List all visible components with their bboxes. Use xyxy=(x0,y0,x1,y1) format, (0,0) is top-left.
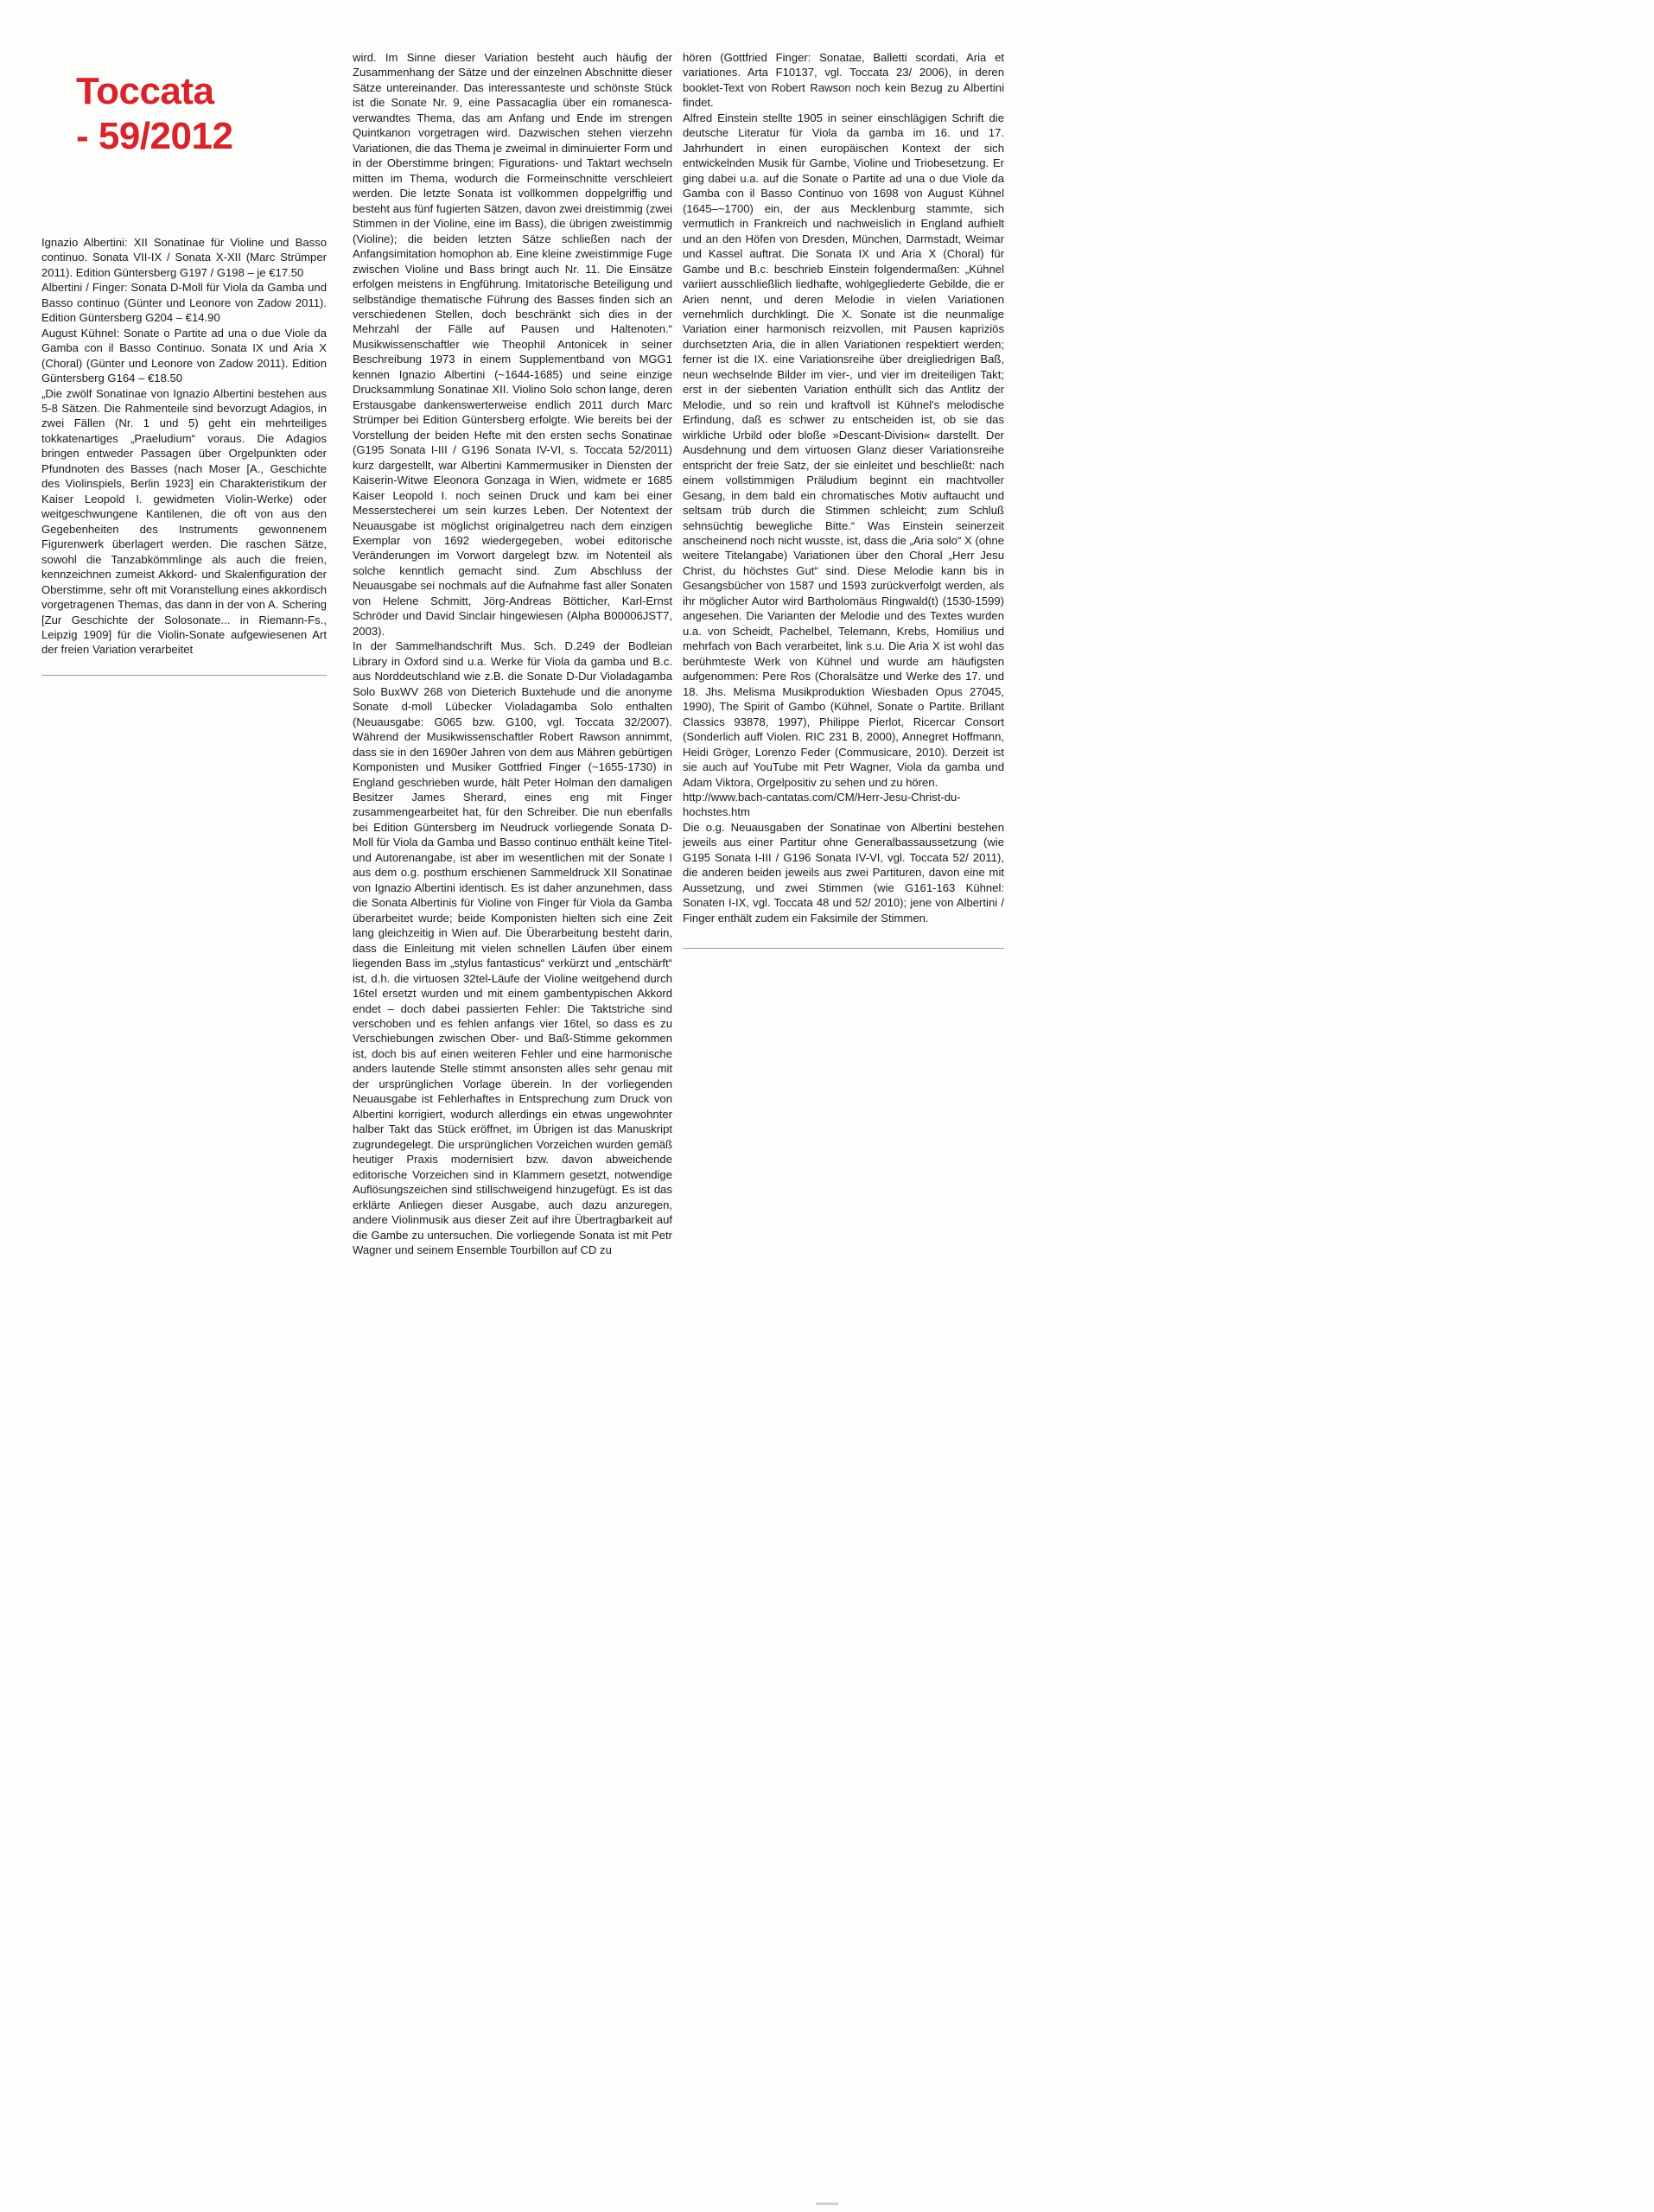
middle-paragraph-1: wird. Im Sinne dieser Variation besteht auch häufig der Zusammenhang der Sätze und der einzelnen Abschnitte dieser Sätze untereinander. Das interessanteste und schönste Stück ist die Sonate Nr. 9, eine Passacaglia über ein romanesca-verwandtes Thema, das am Anfang und Ende im strengen Quintkanon vorgetragen wird. Dazwischen stehen vierzehn Variationen, die das Thema je zweimal in diminuierter Form und in der Oberstimme bringen; Figurations- und Taktart wechseln mitten im Thema, wodurch die Formeinschnitte verschleiert werden. Die letzte Sonata ist vollkommen doppelgriffig und besteht aus fünf fugierten Sätzen, davon zwei dreistimmig (zwei Stimmen in der Violine, eine im Bass), die übrigen zweistimmig (Violine); die beiden letzten Sätze schließen nach der Anfangsimitation homophon ab. Eine kleine zweistimmige Fuge zwischen Violine und Bass bringt auch Nr. 11. Die Einsätze erfolgen meistens in Engführung. Imitatorische Beteiligung und selbständige thematische Führung des Basses finden sich an verschiedenen Stellen, doch beschränkt sich dies in der Mehrzahl der Fälle auf Pausen und Haltenoten.“ Musikwissenschaftler wie Theophil Antonicek in seiner Beschreibung 1973 in einem Supplementband von MGG1 kennen Ignazio Albertini (~1644-1685) und seine einzige Drucksammlung Sonatinae XII. Violino Solo schon lange, deren Erstausgabe dankenswerterweise endlich 2011 durch Marc Strümper bei Edition Güntersberg erfolgte. Wie bereits bei der Vorstellung der beiden Hefte mit den ersten sechs Sonatinae (G195 Sonata I-III / G196 Sonata IV-VI, s. Toccata 52/2011) kurz dargestellt, war Albertini Kammermusiker in Diensten der Kaiserin-Witwe Eleonora Gonzaga in Wien, widmete er 1685 Kaiser Leopold I. noch seinen Druck und kam bei einer Messerstecherei um sein kurzes Leben. Der Notentext der Neuausgabe ist möglichst originalgetreu nach dem einzigen Exemplar von 1692 wiedergegeben, wobei editorische Veränderungen im Vorwort dargelegt bzw. im Notenteil als solche kenntlich gemacht sind. Zum Abschluss der Neuausgabe sei nochmals auf die Aufnahme fast aller Sonaten von Helene Schmitt, Jörg-Andreas Bötticher, Karl-Ernst Schröder und David Sinclair hingewiesen (Alpha B00006JST7, 2003). xyxy=(353,51,672,638)
listing-item-3: August Kühnel: Sonate o Partite ad una o due Viole da Gamba con il Basso Continuo. Sonata IX und Aria X (Choral) (Günter und Leonore von Zadow 2011). Edition Güntersberg G164 – €18.50 xyxy=(41,326,327,385)
edition-listing xyxy=(41,235,327,386)
middle-column xyxy=(353,50,672,1258)
middle-body-text xyxy=(353,50,672,1258)
right-column xyxy=(683,50,1004,949)
middle-paragraph-2: In der Sammelhandschrift Mus. Sch. D.249 der Bodleian Library in Oxford sind u.a. Werke für Viola da gamba und B.c. aus Norddeutschland wie z.B. die Sonate D-Dur Violadagamba Solo BuxWV 268 von Dieterich Buxtehude und die anonyme Sonate d-moll Lübecker Violadagamba Solo enthalten (Neuausgabe: G065 bzw. G100, vgl. Toccata 32/2007). Während der Musikwissenschaftler Robert Rawson annimmt, dass sie in den 1690er Jahren von dem aus Mähren gebürtigen Komponisten und Musiker Gottfried Finger (~1655-1730) in England geschrieben wurde, hält Peter Holman den damaligen Besitzer James Sherard, eines eng mit Finger zusammengearbeitet hat, für den Schreiber. Die nun ebenfalls bei Edition Güntersberg im Neudruck vorliegende Sonata D-Moll für Viola da Gamba und Basso continuo enthält keine Titel- und Autorenangabe, ist aber im wesentlichen mit der Sonate I aus dem o.g. posthum erschienen Sammeldruck XII Sonatinae von Ignazio Albertini identisch. Es ist daher anzunehmen, dass die Sonata Albertinis für Violine von Finger für Viola da Gamba überarbeitet wurde; beide Komponisten hielten sich eine Zeit lang gleichzeitig in Wien auf. Die Überarbeitung besteht darin, dass die Einleitung mit vielen schnellen Läufen über einem liegenden Bass im „stylus fantasticus“ verkürzt und „entschärft“ ist, d.h. die virtuosen 32tel-Läufe der Violine weitgehend durch 16tel ersetzt wurden und mit einem gambentypischen Akkord endet – doch dabei passierten Fehler: Die Taktstriche sind verschoben und es fehlen anfangs vier 16tel, so dass es zu Verschiebungen zwischen Ober- und Baß-Stimme gekommen ist, doch bis auf einen weiteren Fehler und eine harmonische anders lautende Stelle stimmt ansonsten alles sehr genau mit der ursprünglichen Vorlage überein. In der vorliegenden Neuausgabe ist Fehlerhaftes in Entsprechung zum Druck von Albertini korrigiert, wodurch allerdings ein etwas ungewohnter halber Takt das Stück eröffnet, im Übrigen ist das Manuskript zugrundegelegt. Die ursprünglichen Vorzeichen wurden gemäß heutiger Praxis modernisiert bzw. davon abweichende editorische Vorzeichen sind in Klammern gesetzt, notwendige Auflösungszeichen sind stillschweigend hinzugefügt. Es ist das erklärte Anliegen dieser Ausgabe, auch dazu anzuregen, andere Violinmusik aus dieser Zeit auf ihre Übertragbarkeit auf die Gambe zu untersuchen. Die vorliegende Sonata ist mit Petr Wagner und seinem Ensemble Tourbillon auf CD zu xyxy=(353,639,672,1257)
left-column-divider xyxy=(41,675,327,676)
right-body-text xyxy=(683,50,1004,925)
right-column-divider xyxy=(683,948,1004,949)
right-paragraph-2: Alfred Einstein stellte 1905 in seiner einschlägigen Schrift die deutsche Literatur für Viola da gamba im 16. und 17. Jahrhundert in einen europäischen Kontext der sich entwickelnden Musik für Gambe, Violine und Triobesetzung. Er ging dabei u.a. auf die Sonate o Partite ad una o due Viole da Gamba con il Basso Continuo von 1698 von August Kühnel (1645–~1700) ein, der aus Mecklenburg stammte, sich vermutlich in Frankreich und nachweislich in England aufhielt und an den Höfen von Dresden, München, Darmstadt, Weimar und Kassel auftrat. Die Sonata IX und Aria X (Choral) für Gambe und B.c. beschrieb Einstein folgendermaßen: „Kühnel variiert ausschließlich liedhafte, wohlgegliederte Gebilde, die er Arien nennt, und deren Melodie in vielen Variationen vernehmlich durchklingt. Die X. Sonate ist die neunmalige Variation einer harmonisch reizvollen, mit Pausen kapriziös durchsetzten Aria, die in allen Variationen respektiert werden; ferner ist die IX. eine Variationsreihe über dreigliedrigen Baß, neun wechselnde Bilder im vier-, und vier im dreiteiligen Takt; erst in der siebenten Variation enthüllt sich das Antlitz der Melodie, und so rein und kraftvoll ist Kühnel's melodische Erfindung, daß es schwer zu entscheiden ist, ob sie das wirkliche Urbild oder bloße »Descant-Division« darstellt. Der Ausdehnung und dem virtuosen Glanz dieser Variationsreihe entspricht der freie Satz, der sie einleitet und beschließt: nach einem vollstimmigen Präludium beginnt ein machtvoller Gesang, in dem bald ein chromatisches Motiv auftaucht und seltsam trüb durch die Stimmen schleicht; zum Schluß sehnsüchtig bewegliche Bitte.“ Was Einstein seinerzeit anscheinend noch nicht wusste, ist, dass die „Aria solo“ X (ohne weitere Titelangabe) Variationen über den Choral „Herr Jesu Christ, du höchstes Gut“ sind. Diese Melodie kann bis in Gesangsbücher von 1587 und 1593 zurückverfolgt werden, als ihr möglicher Autor wird Bartholomäus Ringwald(t) (1530-1599) angesehen. Die Varianten der Melodie und des Textes wurden u.a. von Scheidt, Pachelbel, Telemann, Krebs, Homilius und mehrfach von Bach verarbeitet, link s.u. Die Aria X ist wohl das berühmteste Werk von Kühnel und wurde am häufigsten aufgenommen: Pere Ros (Choralsätze und Werke des 17. und 18. Jhs. Melisma Musikproduktion Wiesbaden Opus 27045, 1990), The Spirit of Gambo (Kühnel, Sonate o Partite. Brillant Classics 93878, 1997), Philippe Pierlot, Ricercar Consort (Sonderlich auff Violen. RIC 231 B, 2000), Annegret Hoffmann, Heidi Gröger, Lorenzo Feder (Commusicare, 2010). Derzeit ist sie auch auf YouTube mit Petr Wagner, Viola da gamba und Adam Viktora, Orgelpositiv zu sehen und zu hören. xyxy=(683,111,1004,789)
page-title xyxy=(76,69,335,159)
title-line-2: - 59/2012 xyxy=(76,114,233,157)
listing-item-2: Albertini / Finger: Sonata D-Moll für Viola da Gamba und Basso continuo (Günter und Leonore von Zadow 2011). Edition Güntersberg G204 – €14.90 xyxy=(41,281,327,325)
page-footer-mark xyxy=(816,2202,838,2205)
left-paragraph-1: „Die zwölf Sonatinae von Ignazio Albertini bestehen aus 5-8 Sätzen. Die Rahmenteile sind bevorzugt Adagios, in zwei Fällen (Nr. 1 und 5) geht ein mehrteiliges tokkatenartiges „Praeludium“ voraus. Die Adagios bringen entweder Passagen über Orgelpunkten oder Pfundnoten des Basses (nach Moser [A., Geschichte des Violinspiels, Berlin 1923] ein Charakteristikum der Kaiser Leopold I. gewidmeten Violin-Werke) oder weitgeschwungene Kantilenen, die oft von aus den Gegebenheiten des Instruments gewonnenem Figurenwerk überlagert werden. Die raschen Sätze, sowohl die Tanzabkömmlinge als auch die freien, kennzeichnen zumeist Akkord- und Skalenfiguration der Oberstimme, sehr oft mit Voranstellung eines akkordisch vorgetragenen Themas, das dann in der von A. Schering [Zur Geschichte der Solosonate... in Riemann-Fs., Leipzig 1909] für die Violin-Sonate aufgewiesenen Art der freien Variation verarbeitet xyxy=(41,386,327,657)
right-paragraph-3: Die o.g. Neuausgaben der Sonatinae von Albertini bestehen jeweils aus einer Partitur ohne Generalbassaussetzung (wie G195 Sonata I-III / G196 Sonata IV-VI, vgl. Toccata 52/ 2011), die anderen beiden jeweils aus zwei Partituren, davon eine mit Aussetzung, und zwei Stimmen (wie G161-163 Kühnel: Sonaten I-IX, vgl. Toccata 48 und 52/ 2010); jene von Albertini / Finger enthält zudem ein Faksimile der Stimmen. xyxy=(683,820,1004,925)
bach-cantatas-url[interactable]: http://www.bach-cantatas.com/CM/Herr-Jesu-Christ-du-hochstes.htm xyxy=(683,790,961,819)
title-line-1: Toccata xyxy=(76,70,214,112)
left-body-text xyxy=(41,386,327,658)
right-paragraph-1: hören (Gottfried Finger: Sonatae, Balletti scordati, Aria et variationes. Arta F10137, vgl. Toccata 23/ 2006), in deren booklet-Text von Robert Rawson noch kein Bezug zu Albertini findet. xyxy=(683,51,1004,110)
left-column xyxy=(41,50,327,676)
listing-item-1: Ignazio Albertini: XII Sonatinae für Violine und Basso continuo. Sonata VII-IX / Sonata X-XII (Marc Strümper 2011). Edition Güntersberg G197 / G198 – je €17.50 xyxy=(41,235,327,279)
right-url-link[interactable] xyxy=(683,790,1004,820)
